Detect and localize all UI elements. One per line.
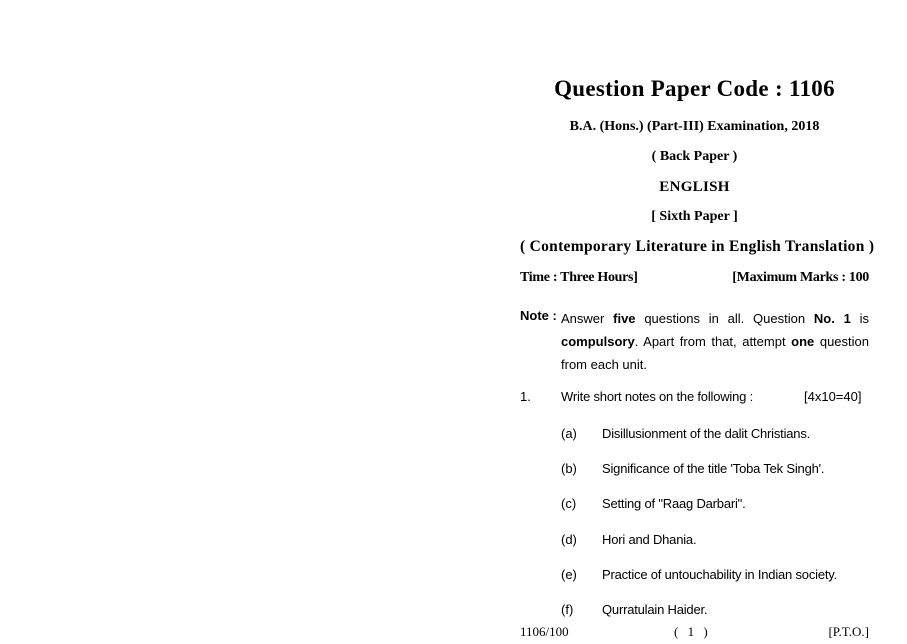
exam-name: B.A. (Hons.) (Part-III) Examination, 2018 [569,119,820,134]
subquestion-label: (d) [561,532,577,547]
subquestion-text: Disillusionment of the dalit Christians. [602,426,811,441]
subquestion-text: Hori and Dhania. [602,532,697,547]
question-text: Write short notes on the following : [561,389,753,404]
subquestion-text: Practice of untouchability in Indian society. [602,567,838,582]
time-allowed: Time : Three Hours] [520,270,638,285]
footer-paper-code: 1106/100 [520,624,569,639]
subquestion-text: Setting of "Raag Darbari". [602,496,746,511]
question-marks: [4x10=40] [804,389,862,404]
maximum-marks: [Maximum Marks : 100 [732,270,869,285]
paper-type: ( Back Paper ) [651,149,738,164]
subquestion-text: Significance of the title 'Toba Tek Singh'. [602,461,825,476]
course-title: ( Contemporary Literature in English Translation ) [520,238,875,255]
question-number: 1. [520,389,531,404]
subquestion-label: (a) [561,426,577,441]
question-paper-code: Question Paper Code : 1106 [554,76,835,101]
please-turn-over: [P.T.O.] [828,624,869,639]
page-number: ( 1 ) [674,624,711,639]
subject: ENGLISH [659,179,730,195]
subquestion-label: (c) [561,496,577,511]
paper-number: [ Sixth Paper ] [651,209,738,224]
note-text: Answer five questions in all. Question No. 1 is compulsory. Apart from that, attempt one question from each unit. [561,311,869,372]
subquestion-label: (b) [561,461,577,476]
note-label: Note : [520,308,557,323]
subquestion-label: (e) [561,567,577,582]
subquestion-label: (f) [561,602,574,617]
subquestion-text: Qurratulain Haider. [602,602,708,617]
